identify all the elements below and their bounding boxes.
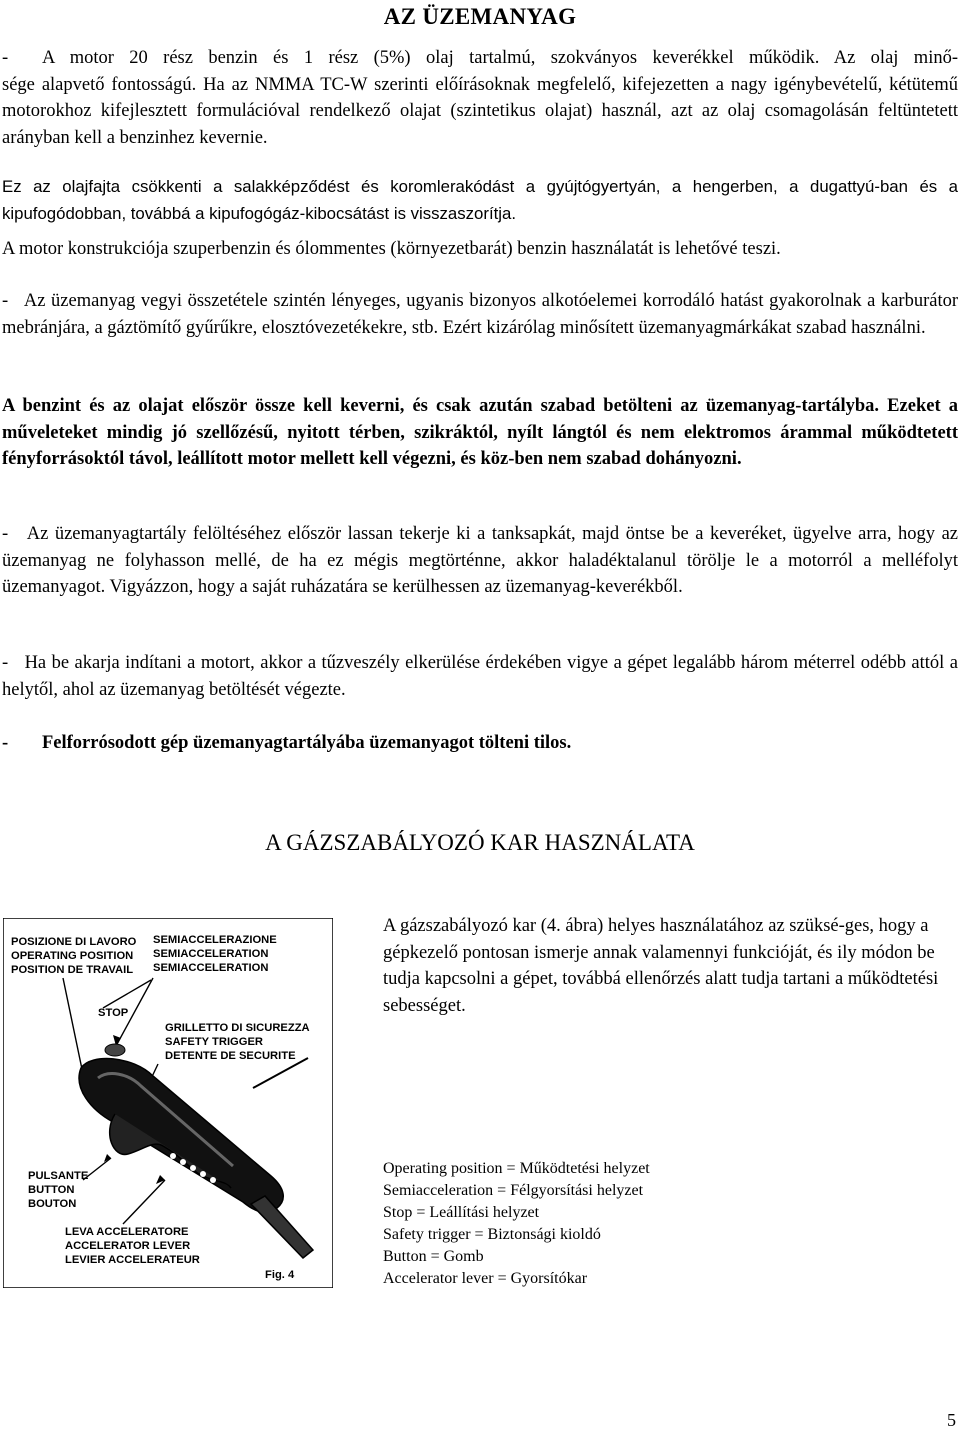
label-button-it: PULSANTE <box>28 1170 89 1182</box>
label-trigger-fr: DETENTE DE SECURITE <box>165 1050 296 1062</box>
figure-number: Fig. 4 <box>265 1269 295 1281</box>
safety-trigger-shape <box>105 1044 125 1056</box>
section-title: A GÁZSZABÁLYOZÓ KAR HASZNÁLATA <box>265 830 695 855</box>
label-semi-en: SEMIACCELERATION <box>153 948 269 960</box>
legend-item: Safety trigger = Biztonsági kioldó <box>383 1226 601 1243</box>
bullet-dash: - <box>2 733 9 753</box>
paragraph-oil-mix <box>2 45 958 151</box>
label-button-fr: BOUTON <box>28 1198 77 1210</box>
paragraph-mixing-warning: A benzint és az olajat először össze kell keverni, és csak azután szabad betölteni az üzemanyag-tartályba. Ezeket a műveleteket mindig jó szellőzésű, nyitott térben, szikráktól, nyílt lángtól és nem elektromos árammal működtetett fényforrásoktól távol, leállított motor mellett kell végezni, és köz-ben nem szabad dohányozni. <box>2 396 958 469</box>
paragraph-text-rest: sége alapvető fontosságú. Ha az NMMA TC-W szerinti előírásoknak megfelelő, kifejezetten a nagy igénybevételű, kétütemű motorokhoz kifejlesztett formulációval rendelkező olajat (szintetikus olajat) használ, azt az olaj csomagolásán feltüntetett arányban kell a benzinhez kevernie. <box>2 74 958 148</box>
label-position-en: OPERATING POSITION <box>11 950 134 962</box>
figure-legend <box>383 1158 943 1290</box>
throttle-lever-illustration <box>3 918 333 1288</box>
legend-item: Button = Gomb <box>383 1248 484 1265</box>
paragraph-hot-machine-warning <box>2 730 958 757</box>
paragraph-tank-filling: - Az üzemanyagtartály felöltéséhez először lassan tekerje ki a tanksapkát, majd öntse be a keveréket, ügyelve arra, hogy az üzemanyag ne folyhasson mellé, de ha ez mégis megtörténne, akkor haladéktalanul törölje le a motorról a melléfolyt üzemanyagot. Vigyázzon, hogy a saját ruházatára se kerülhessen az üzemanyag-keverékből. <box>2 524 958 597</box>
legend-item: Semiacceleration = Félgyorsítási helyzet <box>383 1182 644 1199</box>
paragraph-first-line <box>2 45 958 72</box>
label-lever-it: LEVA ACCELERATORE <box>65 1226 189 1238</box>
paragraph-text-line1: A motor 20 rész benzin és 1 rész (5%) olaj tartalmú, szokványos keverékkel működik. Az olaj minő- <box>42 48 958 68</box>
paragraph-fuel-composition: - Az üzemanyag vegyi összetétele szintén lényeges, ugyanis bizonyos alkotóelemei korrodáló hatást gyakorolnak a karburátor mebránjára, a gáztömítő gyűrűkre, elosztóvezetékekre, stb. Ezért kizárólag minősített üzemanyagmárkákat szabad használni. <box>2 291 958 338</box>
legend-item: Stop = Leállítási helyzet <box>383 1204 540 1221</box>
legend-item: Operating position = Működtetési helyzet <box>383 1160 650 1177</box>
label-button-en: BUTTON <box>28 1184 75 1196</box>
legend-item: Accelerator lever = Gyorsítókar <box>383 1270 588 1287</box>
bullet-dash: - <box>2 48 9 68</box>
label-lever-fr: LEVIER ACCELERATEUR <box>65 1254 200 1266</box>
paragraph-fuel-types: A motor konstrukciója szuperbenzin és ólommentes (környezetbarát) benzin használatát is lehetővé teszi. <box>2 239 781 259</box>
figure-description: A gázszabályozó kar (4. ábra) helyes használatához az szüksé-ges, hogy a gépkezelő pontosan ismerje annak valamennyi funkcióját, és ily módon be tudja kapcsolni a gépet, továbbá ellenőrzés alatt tudja tartani a működtetési sebességet. <box>383 916 939 1016</box>
paragraph-start-distance: - Ha be akarja indítani a motort, akkor a tűzveszély elkerülése érdekében vigye a gépet legalább három méterrel odébb attól a helytől, ahol az üzemanyag betöltését végezte. <box>2 653 958 700</box>
label-lever-en: ACCELERATOR LEVER <box>65 1240 191 1252</box>
label-trigger-it: GRILLETTO DI SICUREZZA <box>165 1022 310 1034</box>
warning-text: Felforrósodott gép üzemanyagtartályába üzemanyagot tölteni tilos. <box>42 733 572 753</box>
label-semi-it: SEMIACCELERAZIONE <box>153 934 277 946</box>
paragraph-oil-benefits: Ez az olajfajta csökkenti a salakképződést és koromlerakódást a gyújtógyertyán, a hengerben, a dugattyú-ban és a kipufogódobban, továbbá a kipufogógáz-kibocsátást is visszaszorítja. <box>2 177 958 223</box>
throttle-lever-figure <box>3 918 333 1288</box>
label-trigger-en: SAFETY TRIGGER <box>165 1036 264 1048</box>
label-position-it: POSIZIONE DI LAVORO <box>11 936 137 948</box>
label-position-fr: POSITION DE TRAVAIL <box>11 964 134 976</box>
label-stop: STOP <box>98 1007 129 1019</box>
page-title: AZ ÜZEMANYAG <box>383 4 577 29</box>
page-number: 5 <box>947 1410 956 1430</box>
label-semi-fr: SEMIACCELERATION <box>153 962 269 974</box>
